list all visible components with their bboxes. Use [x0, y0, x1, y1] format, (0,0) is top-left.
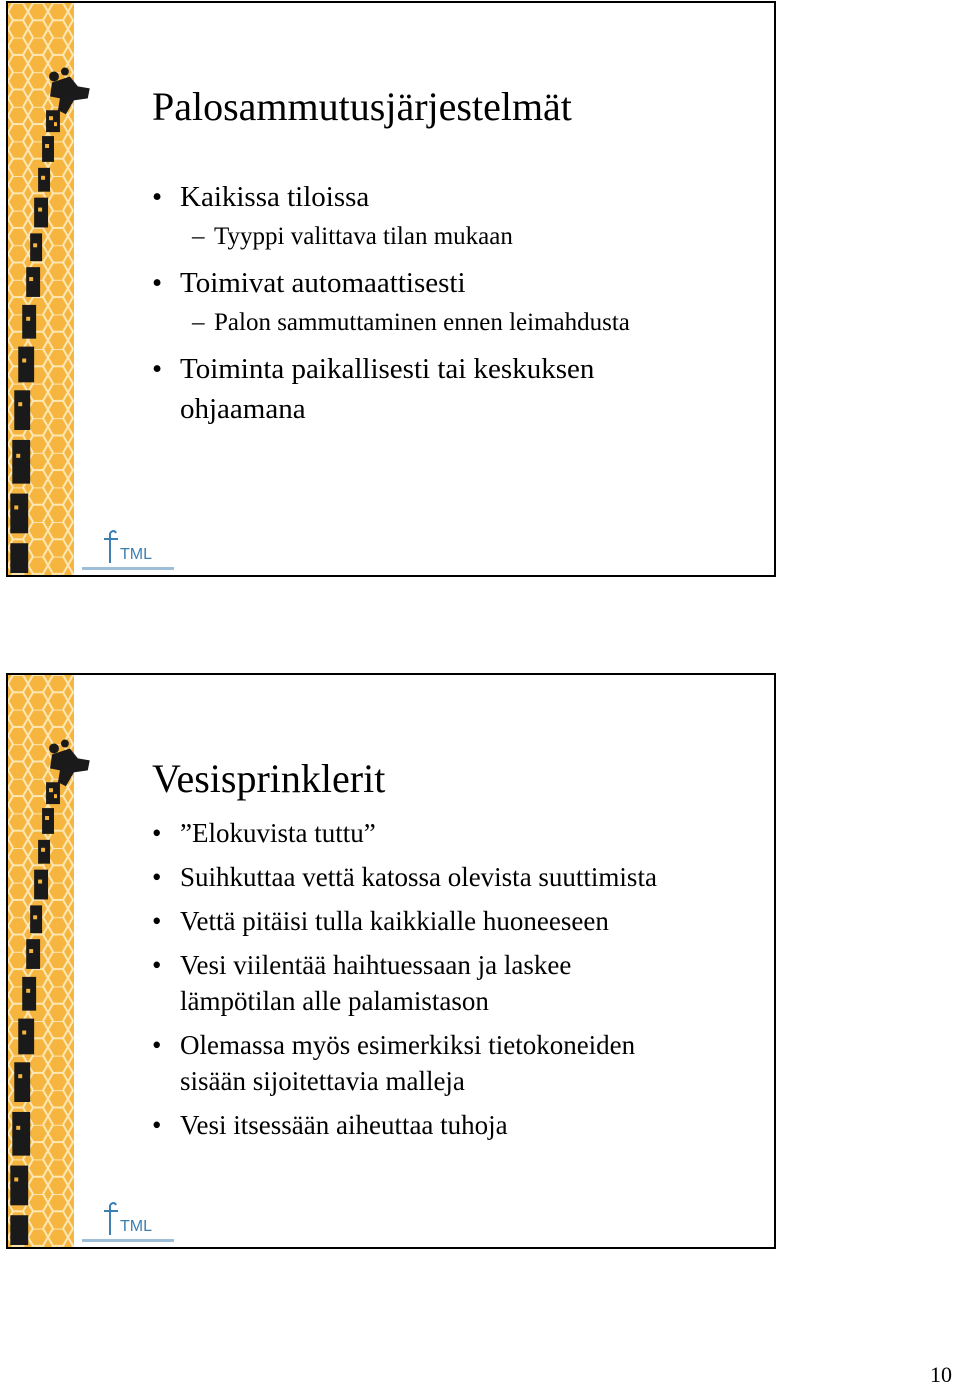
bullet-list	[152, 815, 758, 1151]
bullet-item: • Kaikissa tiloissa	[152, 177, 758, 217]
svg-text:TML: TML	[120, 1218, 152, 1235]
slide-1	[6, 1, 776, 577]
bullet-item: • Olemassa myös esimerkiksi tietokoneiden sisään sijoitettavia malleja	[152, 1027, 700, 1099]
page-number: 10	[930, 1362, 952, 1387]
slide-title: Palosammutusjärjestelmät	[152, 84, 572, 129]
bullet-item: • Toimivat automaattisesti	[152, 263, 758, 303]
bullet-item: • ”Elokuvista tuttu”	[152, 815, 758, 851]
slide-2	[6, 673, 776, 1249]
giraffe-figure-icon	[8, 3, 98, 575]
giraffe-figure-icon	[8, 675, 98, 1247]
svg-text:TML: TML	[120, 546, 152, 563]
sub-bullet-item: – Palon sammuttaminen ennen leimahdusta	[152, 307, 758, 339]
bullet-list	[152, 177, 758, 429]
bullet-item: • Toiminta paikallisesti tai keskuksen ohjaamana	[152, 349, 700, 429]
tml-logo-icon	[78, 523, 178, 573]
bullet-item: • Vesi itsessään aiheuttaa tuhoja	[152, 1107, 758, 1143]
sub-bullet-item: – Tyyppi valittava tilan mukaan	[152, 221, 758, 253]
bullet-item: • Suihkuttaa vettä katossa olevista suuttimista	[152, 859, 758, 895]
slide-title: Vesisprinklerit	[152, 756, 386, 801]
tml-logo-icon	[78, 1195, 178, 1245]
bullet-item: • Vesi viilentää haihtuessaan ja laskee lämpötilan alle palamistason	[152, 947, 630, 1019]
bullet-item: • Vettä pitäisi tulla kaikkialle huoneeseen	[152, 903, 758, 939]
